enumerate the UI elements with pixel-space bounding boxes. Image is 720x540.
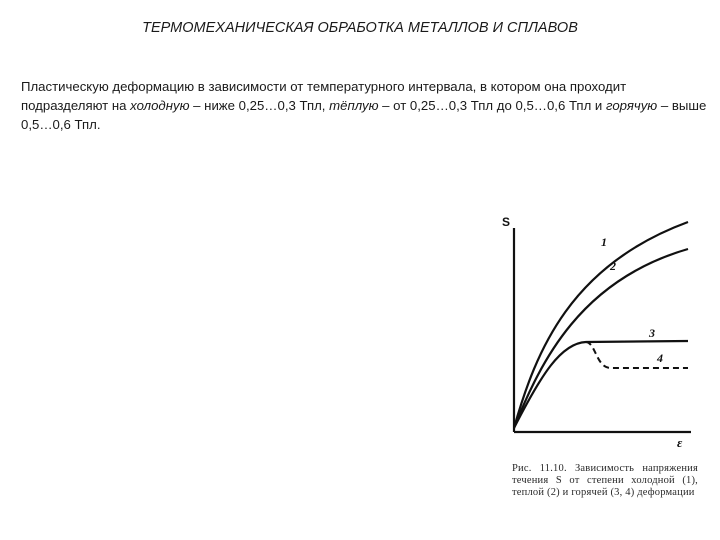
text-part-2: – ниже 0,25…0,3 Тпл,	[189, 98, 330, 113]
slide-title: ТЕРМОМЕХАНИЧЕСКАЯ ОБРАБОТКА МЕТАЛЛОВ И СПЛАВОВ	[142, 20, 578, 36]
text-part-4: – выше 0,5…0,6 Тпл.	[21, 98, 707, 132]
text-part-3: – от 0,25…0,3 Тпл до 0,5…0,6 Тпл и	[378, 98, 606, 113]
curve-label-2: 2	[610, 259, 616, 273]
x-axis-label: ε	[677, 435, 683, 450]
curve-4	[586, 342, 688, 368]
term-hot: горячую	[605, 98, 658, 113]
curve-label-4: 4	[657, 351, 663, 365]
curve-label-3: 3	[649, 326, 655, 340]
curve-label-1: 1	[601, 235, 607, 249]
text-part-1: Пластическую деформацию в зависимости от температурного интервала, в котором она проходит подразделяют на	[21, 79, 627, 113]
term-warm: тёплую	[329, 98, 379, 113]
curve-1	[514, 222, 688, 428]
body-paragraph	[21, 77, 711, 134]
stress-strain-figure	[496, 210, 706, 470]
term-cold: холодную	[130, 98, 190, 113]
curve-2	[514, 249, 688, 428]
y-axis-label: S	[502, 215, 511, 229]
figure-caption: Рис. 11.10. Зависимость напряжения течения S от степени холодной (1), теплой (2) и горячей (3, 4) деформации	[512, 463, 698, 498]
